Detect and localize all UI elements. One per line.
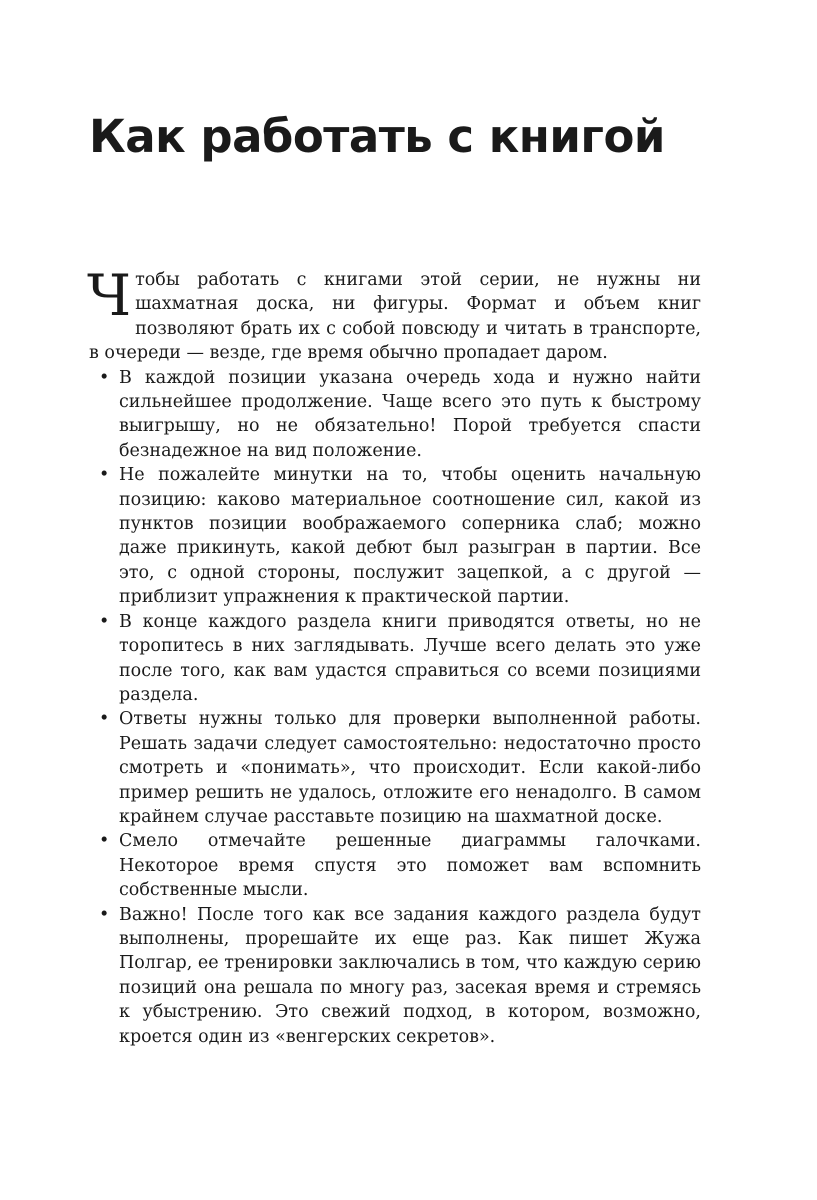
list-item <box>89 463 701 609</box>
bullet-icon: • <box>99 831 110 852</box>
intro-paragraph <box>87 263 701 366</box>
list-item-text: В каждой позиции указана очередь хода и нужно найти сильнейшее продолжение. Чаще всего это путь к быстрому выигрышу, но не обязательно! Порой требуется спасти безнадежное на вид положение. <box>119 367 701 461</box>
bullet-icon: • <box>99 465 110 486</box>
bullet-icon: • <box>99 709 110 730</box>
list-item-text: Не пожалейте минутки на то, чтобы оценить начальную позицию: каково материальное соотношение сил, какой из пунктов позиции воображаемого соперника слаб; можно даже прикинуть, какой дебют был разыгран в партии. Все это, с одной стороны, послужит зацепкой, а с другой — приблизит упражнения к практической партии. <box>119 465 701 608</box>
list-item-text: В конце каждого раздела книги приводятся ответы, но не торопитесь в них заглядывать. Лучше всего делать это уже после того, как вам удастся справиться со всеми позициями раздела. <box>119 611 701 705</box>
list-item <box>89 829 701 902</box>
list-item-text: Важно! После того как все задания каждого раздела будут выполнены, прорешайте их еще раз. Как пишет Жужа Полгар, ее тренировки заключались в том, что каждую серию позиций она решала по многу раз, засекая время и стремясь к убыстрению. Это свежий подход, в котором, возможно, кроется один из «венгерских секретов». <box>119 904 701 1047</box>
bullet-icon: • <box>99 611 110 632</box>
page-title: Как работать с книгой <box>89 110 665 163</box>
tips-list <box>89 366 701 1049</box>
list-item-text: Ответы нужны только для проверки выполненной работы. Решать задачи следует самостоятельно: недостаточно просто смотреть и «понимать», что происходит. Если какой-либо пример решить не удалось, отложите его ненадолго. В самом крайнем случае расставьте позицию на шахматной доске. <box>119 709 701 827</box>
intro-text: тобы работать с книгами этой серии, не нужны ни шахматная доска, ни фигуры. Формат и объем книг позволяют брать их с собой повсюду и читать в транспорте, в очереди — везде, где время обычно пропадает даром. <box>89 270 701 364</box>
list-item <box>89 707 701 829</box>
list-item <box>89 366 701 464</box>
body-text <box>87 263 701 1049</box>
list-item <box>89 610 701 708</box>
list-item <box>89 903 701 1049</box>
drop-cap: Ч <box>87 263 132 329</box>
bullet-icon: • <box>99 904 110 925</box>
list-item-text: Смело отмечайте решенные диаграммы галочками. Некоторое время спустя это поможет вам вспомнить собственные мысли. <box>119 831 701 901</box>
bullet-icon: • <box>99 367 110 388</box>
